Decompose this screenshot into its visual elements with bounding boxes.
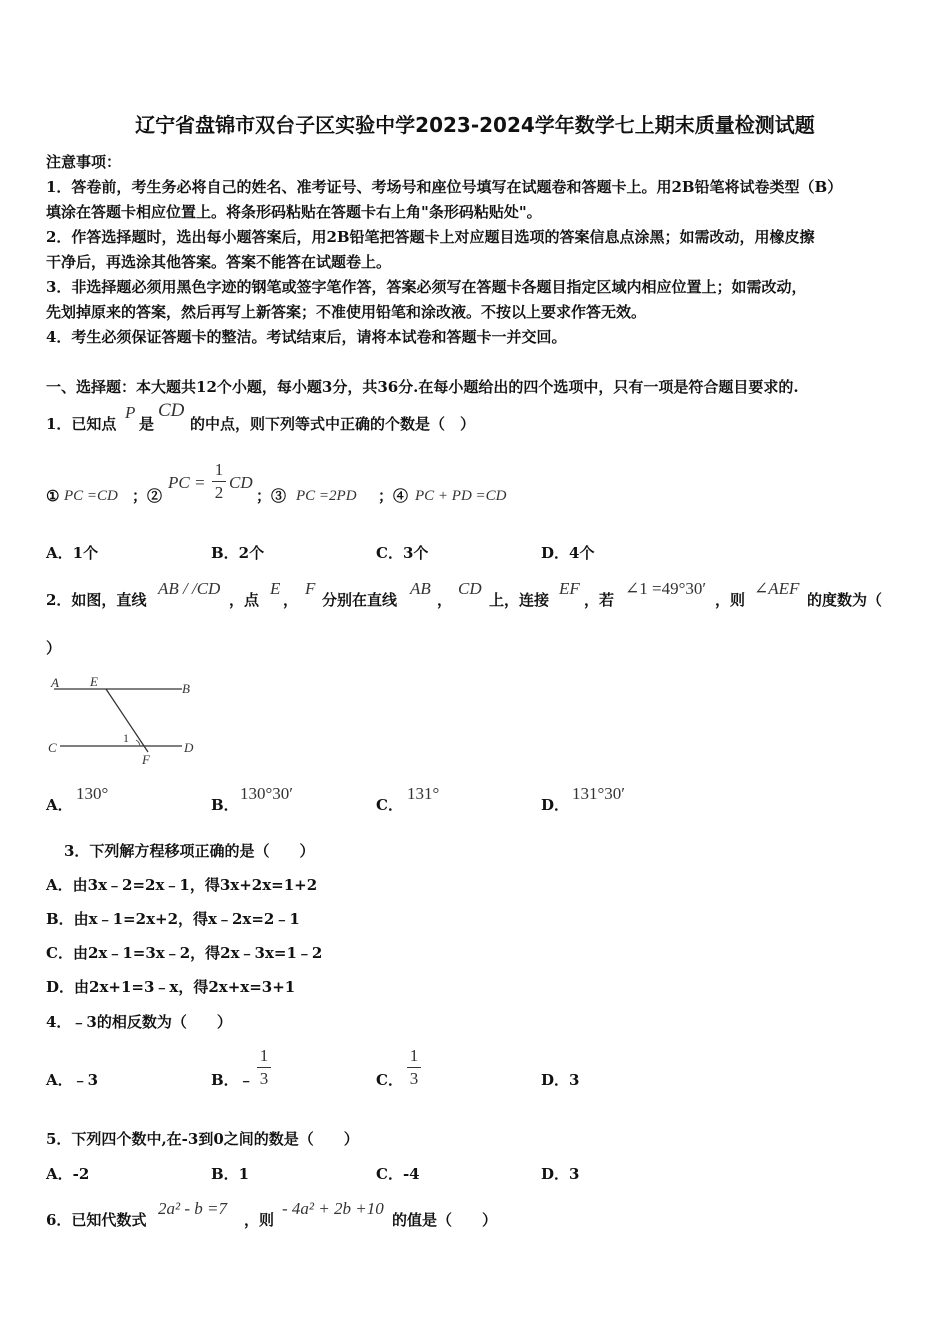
q2-option-d[interactable]: D． — [541, 796, 570, 814]
q3-option-b[interactable]: B．由x﹣1=2x+2，得x﹣2x=2﹣1 — [46, 910, 300, 928]
q1-stmt-3: ；③ — [256, 487, 287, 505]
q4-option-b-fraction — [257, 1046, 271, 1089]
q2-math-ab-cd: AB / /CD — [158, 579, 221, 598]
q2-option-c-value: 131° — [407, 784, 440, 803]
q2-math-cd: CD — [458, 579, 482, 598]
q4-option-c-fraction — [407, 1046, 421, 1089]
q2-math-f: F — [305, 579, 316, 598]
q4-stem: 4．﹣3的相反数为（ ） — [46, 1013, 232, 1031]
q1-option-d[interactable]: D．4个 — [541, 544, 595, 562]
fraction-numerator: 1 — [214, 460, 224, 479]
q2-stem-text: ，点 — [229, 591, 260, 609]
q1-option-c[interactable]: C．3个 — [376, 544, 429, 562]
q2-math-ef: EF — [559, 579, 580, 598]
q1-segment-cd: CD — [158, 400, 185, 421]
q5-option-a[interactable]: A．-2 — [46, 1165, 90, 1183]
q6-math-expr2: - 4a² + 2b +10 — [282, 1199, 384, 1218]
q5-stem: 5．下列四个数中,在-3到0之间的数是（ ） — [46, 1130, 359, 1148]
q2-stem-text: 的度数为（ — [807, 591, 883, 609]
q2-math-e: E — [270, 579, 281, 598]
q1-stem-pre: 1．已知点 — [46, 415, 117, 433]
q3-option-c[interactable]: C．由2x﹣1=3x﹣2，得2x﹣3x=1﹣2 — [46, 944, 323, 962]
fraction-denominator: 3 — [409, 1069, 419, 1088]
q2-math-angle1: ∠1 =49°30′ — [625, 579, 707, 598]
label-f: F — [142, 752, 150, 767]
q3-stem: 3．下列解方程移项正确的是（ ） — [64, 842, 315, 860]
q1-stem-post: 的中点，则下列等式中正确的个数是（ ） — [190, 415, 476, 433]
notice-line: 先划掉原来的答案，然后再写上新答案；不准使用铅笔和涂改液。不按以上要求作答无效。 — [46, 303, 647, 321]
q3-option-d[interactable]: D．由2x+1=3﹣x，得2x+x=3+1 — [46, 978, 296, 996]
q2-stem-text: 分别在直线 — [322, 591, 398, 609]
q2-math-angle-aef: ∠AEF — [754, 579, 800, 598]
q1-stem-is: 是 — [139, 415, 155, 433]
q2-stem-text: ，若 — [584, 591, 615, 609]
q1-eq-2-left: PC = — [168, 473, 206, 492]
notice-line: 干净后，再选涂其他答案。答案不能答在试题卷上。 — [46, 253, 392, 271]
q2-option-a-value: 130° — [76, 784, 109, 803]
q1-eq-3: PC =2PD — [296, 488, 357, 504]
q1-eq-2-fraction — [212, 460, 226, 503]
q2-stem-text: ，则 — [715, 591, 746, 609]
q6-math-expr1: 2a² - b =7 — [158, 1199, 227, 1218]
q4-option-a[interactable]: A．﹣3 — [46, 1071, 99, 1089]
q2-math-ab: AB — [410, 579, 431, 598]
q4-option-c[interactable]: C． — [376, 1071, 403, 1089]
q1-eq-2-right: CD — [229, 473, 253, 492]
fraction-denominator: 3 — [259, 1069, 269, 1088]
q2-stem-close: ） — [46, 639, 62, 657]
q1-eq-4: PC + PD =CD — [415, 488, 507, 504]
label-d: D — [184, 740, 194, 755]
q5-option-d[interactable]: D．3 — [541, 1165, 580, 1183]
label-e: E — [90, 674, 98, 689]
fraction-bar — [407, 1067, 421, 1068]
q5-option-b[interactable]: B．1 — [211, 1165, 250, 1183]
label-a: A — [51, 675, 59, 690]
q5-option-c[interactable]: C．-4 — [376, 1165, 420, 1183]
fraction-numerator: 1 — [259, 1046, 269, 1065]
fraction-bar — [257, 1067, 271, 1068]
q2-option-b[interactable]: B． — [211, 796, 239, 814]
q6-stem-pre: 6．已知代数式 — [46, 1211, 147, 1229]
q2-stem-text: ， — [437, 591, 453, 609]
q1-point-p: P — [125, 403, 136, 422]
q1-option-a[interactable]: A．1个 — [46, 544, 99, 562]
q2-option-c[interactable]: C． — [376, 796, 403, 814]
label-c: C — [48, 740, 57, 755]
q2-stem-text: ， — [283, 591, 299, 609]
notice-line: 2．作答选择题时，选出每小题答案后，用2B铅笔把答题卡上对应题目选项的答案信息点涂黑；如需改动，用橡皮擦 — [46, 228, 815, 246]
q1-option-b[interactable]: B．2个 — [211, 544, 265, 562]
q2-figure — [44, 672, 204, 770]
q1-stmt-1: ① — [46, 487, 60, 505]
notice-line: 4．考生必须保证答题卡的整洁。考试结束后，请将本试卷和答题卡一并交回。 — [46, 328, 567, 346]
fraction-bar — [212, 481, 226, 482]
q6-stem-post: 的值是（ ） — [392, 1211, 498, 1229]
q2-stem-text: 上，连接 — [489, 591, 550, 609]
q2-option-d-value: 131°30′ — [572, 784, 626, 803]
q6-stem-mid: ，则 — [244, 1211, 275, 1229]
section-heading: 一、选择题：本大题共12个小题，每小题3分，共36分.在每小题给出的四个选项中，只有一项是符合题目要求的. — [46, 378, 799, 396]
notice-line: 3．非选择题必须用黑色字迹的钢笔或签字笔作答，答案必须写在答题卡各题目指定区域内相应位置上；如需改动， — [46, 278, 807, 296]
page-title: 辽宁省盘锦市双台子区实验中学2023-2024学年数学七上期末质量检测试题 — [135, 113, 815, 137]
fraction-numerator: 1 — [409, 1046, 419, 1065]
q4-option-b[interactable]: B．﹣ — [211, 1071, 254, 1089]
q2-option-a[interactable]: A． — [46, 796, 73, 814]
notice-line: 填涂在答题卡相应位置上。将条形码粘贴在答题卡右上角"条形码粘贴处"。 — [46, 203, 542, 221]
q4-option-d[interactable]: D．3 — [541, 1071, 580, 1089]
label-1: 1 — [123, 731, 129, 745]
fraction-denominator: 2 — [214, 483, 224, 502]
q1-stmt-4: ；④ — [378, 487, 409, 505]
q3-option-a[interactable]: A．由3x﹣2=2x﹣1，得3x+2x=1+2 — [46, 876, 318, 894]
notice-line: 1．答卷前，考生务必将自己的姓名、准考证号、考场号和座位号填写在试题卷和答题卡上。用2B铅笔将试卷类型（B） — [46, 178, 843, 196]
q2-stem-pre: 2．如图，直线 — [46, 591, 147, 609]
q1-stmt-2: ；② — [132, 487, 163, 505]
notice-heading: 注意事项： — [46, 153, 122, 171]
q2-option-b-value: 130°30′ — [240, 784, 294, 803]
angle-arc — [136, 740, 140, 746]
q1-eq-1: PC =CD — [64, 488, 118, 504]
label-b: B — [182, 681, 190, 696]
